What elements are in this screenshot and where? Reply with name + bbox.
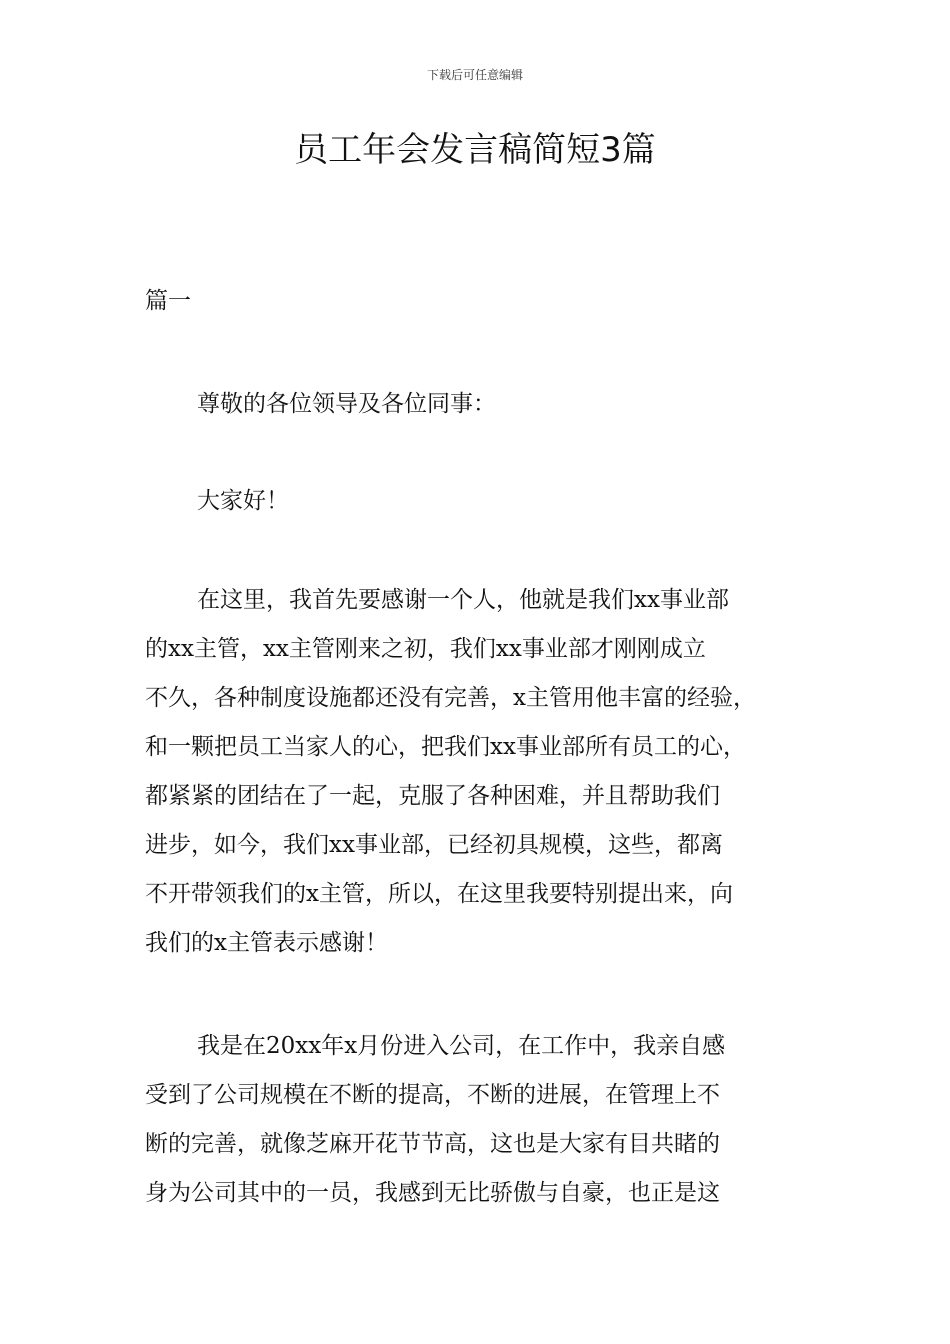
paragraph-line: 我们的x主管表示感谢！ <box>145 930 388 956</box>
paragraph-line: 在这里，我首先要感谢一个人，他就是我们xx事业部 <box>197 587 729 613</box>
hello-line: 大家好！ <box>197 488 289 514</box>
paragraph-line: 都紧紧的团结在了一起，克服了各种困难，并且帮助我们 <box>145 783 720 809</box>
greeting-line: 尊敬的各位领导及各位同事： <box>197 391 496 417</box>
greeting-paragraph <box>145 380 825 429</box>
paragraph-line: 我是在20xx年x月份进入公司，在工作中，我亲自感 <box>197 1033 726 1059</box>
section-label: 篇一 <box>145 288 191 314</box>
paragraph-line: 身为公司其中的一员，我感到无比骄傲与自豪，也正是这 <box>145 1180 720 1206</box>
paragraph-line: 受到了公司规模在不断的提高，不断的进展，在管理上不 <box>145 1082 720 1108</box>
body-paragraph-1 <box>145 576 825 968</box>
hello-paragraph <box>145 477 825 526</box>
paragraph-line: 不久，各种制度设施都还没有完善，x主管用他丰富的经验， <box>145 685 756 711</box>
paragraph-line: 和一颗把员工当家人的心，把我们xx事业部所有员工的心， <box>145 734 746 760</box>
paragraph-line: 断的完善，就像芝麻开花节节高，这也是大家有目共睹的 <box>145 1131 720 1157</box>
paragraph-line: 进步，如今，我们xx事业部，已经初具规模，这些，都离 <box>145 832 723 858</box>
paragraph-line: 的xx主管，xx主管刚来之初，我们xx事业部才刚刚成立 <box>145 636 706 662</box>
paragraph-line: 不开带领我们的x主管，所以，在这里我要特别提出来，向 <box>145 881 733 907</box>
header-note: 下载后可任意编辑 <box>426 68 523 82</box>
document-title: 员工年会发言稿简短3篇 <box>294 130 656 170</box>
body-paragraph-2 <box>145 1022 825 1218</box>
